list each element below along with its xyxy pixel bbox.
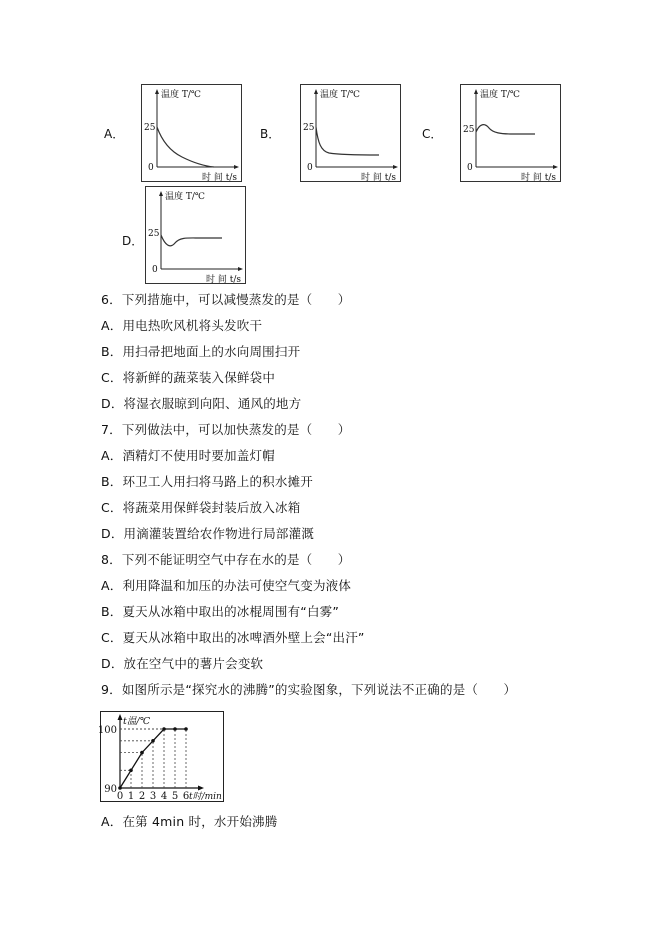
graph-b-ylabel: 温度 T/℃ [320,90,360,100]
graph-a-curve [157,127,214,167]
question-6-stem: 6．下列措施中，可以减慢蒸发的是（ ） [101,292,351,307]
graph-b-x-arrow [393,165,398,169]
boil-y-arrow [118,714,123,720]
question-7-option-d: D．用滴灌装置给农作物进行局部灌溉 [101,526,315,541]
graph-a-ytick: 25 [144,123,156,133]
graph-a-xlabel: 时 间 t/s [202,173,237,183]
graph-c-curve [476,125,535,134]
graph-c-ytick: 25 [463,125,475,135]
boil-x-tick-label: 5 [171,791,179,802]
boil-x-tick-label: 1 [127,791,135,802]
option-d-letter: D． [122,234,144,248]
graph-d-ylabel: 温度 T/℃ [165,192,205,202]
boil-data-point [151,739,155,743]
graph-d-xlabel: 时 间 t/s [206,275,241,285]
graph-d-y-arrow [159,191,163,196]
graph-a-x-arrow [234,165,239,169]
graph-b [300,84,401,182]
boil-data-point [118,786,122,790]
question-6-option-a: A．用电热吹风机将头发吹干 [101,318,263,333]
question-8-option-b: B．夏天从冰箱中取出的冰棍周围有“白雾” [101,604,340,619]
question-8-option-d: D．放在空气中的薯片会变软 [101,656,264,671]
question-9-stem: 9．如图所示是“探究水的沸腾”的实验图象，下列说法不正确的是（ ） [101,682,517,697]
boil-data-point [173,727,177,731]
question-7-option-b: B．环卫工人用扫将马路上的积水摊开 [101,474,313,489]
boil-x-tick-label: 3 [149,791,157,802]
graph-d-origin: 0 [152,265,158,275]
question-7-stem: 7．下列做法中，可以加快蒸发的是（ ） [101,422,351,437]
boil-x-tick-label: 4 [160,791,168,802]
question-6-option-d: D．将湿衣服晾到向阳、通风的地方 [101,396,302,411]
graph-a-y-arrow [155,89,159,94]
graph-c-xlabel: 时 间 t/s [521,173,556,183]
boil-data-point [162,727,166,731]
graph-d [145,186,246,284]
graph-d-curve [161,235,222,246]
graph-d-x-arrow [238,267,243,271]
graph-a-origin: 0 [148,163,154,173]
question-6-option-b: B．用扫帚把地面上的水向周围扫开 [101,344,301,359]
graph-c [460,84,561,182]
boil-data-point [129,769,133,773]
graph-c-ylabel: 温度 T/℃ [480,90,520,100]
graph-b-ytick: 25 [303,123,315,133]
boil-x-tick-label: 0 [116,791,124,802]
boil-x-arrow [198,786,204,791]
question-8-option-a: A．利用降温和加压的办法可使空气变为液体 [101,578,352,593]
graph-c-x-arrow [553,165,558,169]
graph-b-xlabel: 时 间 t/s [361,173,396,183]
boiling-chart-svg [97,712,225,803]
boil-y-tick-label: 90 [104,784,117,795]
question-7-option-c: C．将蔬菜用保鲜袋封装后放入冰箱 [101,500,301,515]
boil-y-axis-label: t温/℃ [123,716,151,727]
question-8-option-c: C．夏天从冰箱中取出的冰啤酒外壁上会“出汗” [101,630,365,645]
question-9-option-a: A．在第 4min 时，水开始沸腾 [101,814,278,829]
question-7-option-a: A．酒精灯不使用时要加盖灯帽 [101,448,275,463]
boiling-chart [97,711,224,802]
graph-a-ylabel: 温度 T/℃ [161,90,201,100]
boil-x-tick-label: 6 [182,791,190,802]
option-a-letter: A． [104,127,125,141]
boil-x-tick-label: 2 [138,791,146,802]
question-6-option-c: C．将新鲜的蔬菜装入保鲜袋中 [101,370,276,385]
option-c-letter: C． [422,127,443,141]
option-b-letter: B． [260,127,281,141]
graph-c-origin: 0 [467,163,473,173]
question-8-stem: 8．下列不能证明空气中存在水的是（ ） [101,552,351,567]
boil-y-tick-label: 100 [97,725,117,736]
graph-b-y-arrow [314,89,318,94]
graph-b-origin: 0 [307,163,313,173]
boil-data-point [140,751,144,755]
graph-b-curve [316,127,379,155]
boil-x-axis-label: t时/min [189,792,222,802]
boil-data-point [184,727,188,731]
graph-a [141,84,242,182]
graph-c-y-arrow [474,89,478,94]
graph-d-ytick: 25 [148,229,160,239]
